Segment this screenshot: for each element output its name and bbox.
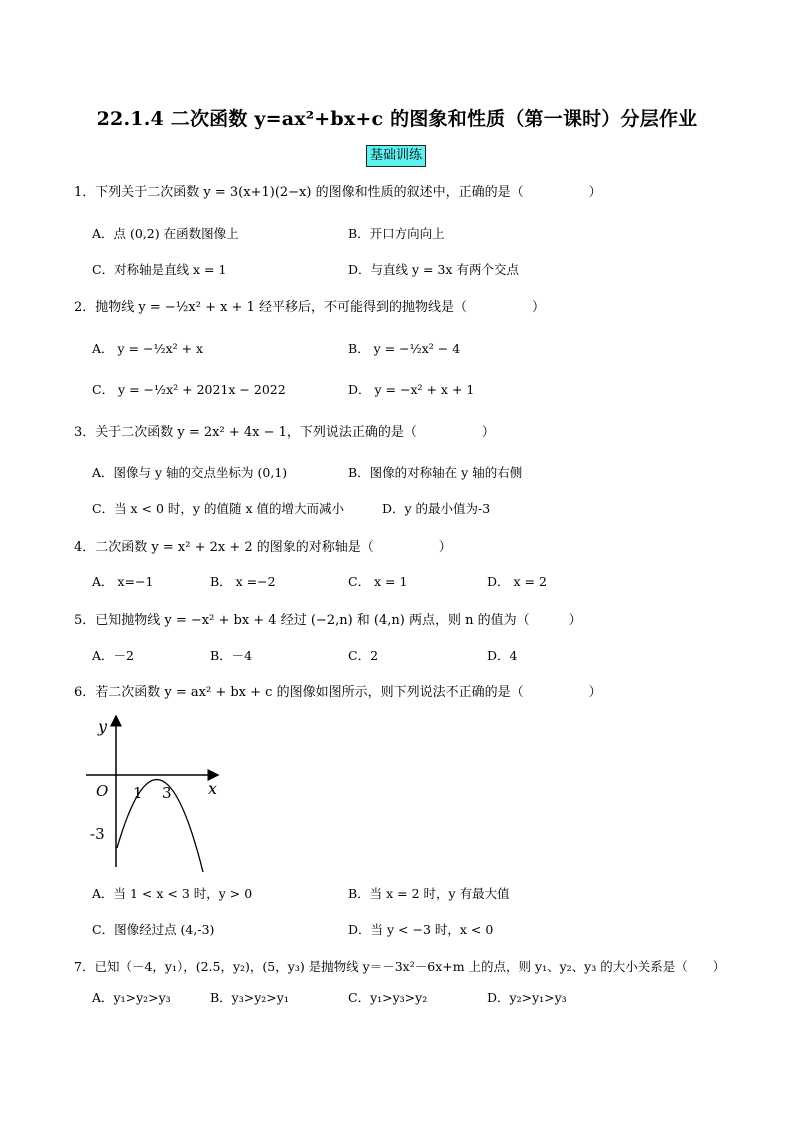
- q5-option-b[interactable]: B．－4: [210, 648, 253, 663]
- q5-option-a[interactable]: A．－2: [92, 648, 134, 663]
- page-title: 22.1.4 二次函数 y=ax²+bx+c 的图象和性质（第一课时）分层作业: [96, 108, 698, 130]
- q1-option-a[interactable]: A．点 (0,2) 在函数图像上: [92, 226, 239, 241]
- q5-option-d[interactable]: D．4: [487, 648, 518, 663]
- question-6-stem: 6．若二次函数 y = ax² + bx + c 的图像如图所示，则下列说法不正确的是（ ）: [74, 685, 602, 700]
- y-tick-neg3: -3: [90, 825, 105, 843]
- section-badge: 基础训练: [366, 145, 426, 167]
- q7-option-d[interactable]: D．y₂>y₁>y₃: [487, 990, 567, 1005]
- q1-option-c[interactable]: C．对称轴是直线 x = 1: [92, 262, 227, 277]
- parabola-curve: [117, 780, 203, 872]
- q6-option-b[interactable]: B．当 x = 2 时，y 有最大值: [348, 886, 510, 901]
- parabola-graph: [86, 712, 226, 872]
- q3-option-d[interactable]: D．y 的最小值为-3: [382, 501, 491, 516]
- q2-option-c[interactable]: C． y = −½x² + 2021x − 2022: [92, 382, 286, 397]
- question-4-stem: 4．二次函数 y = x² + 2x + 2 的图象的对称轴是（ ）: [74, 540, 452, 555]
- x-tick-1: 1: [133, 784, 143, 802]
- question-1-stem: 1．下列关于二次函数 y = 3(x+1)(2−x) 的图像和性质的叙述中，正确的是（ ）: [74, 185, 602, 200]
- q7-option-c[interactable]: C．y₁>y₃>y₂: [348, 990, 428, 1005]
- origin-label: O: [96, 782, 109, 800]
- q6-option-d[interactable]: D．当 y < −3 时，x < 0: [348, 922, 494, 937]
- y-axis-label: y: [98, 717, 108, 736]
- question-3-stem: 3．关于二次函数 y = 2x² + 4x − 1，下列说法正确的是（ ）: [74, 425, 495, 440]
- q2-option-d[interactable]: D． y = −x² + x + 1: [348, 382, 475, 397]
- x-axis-label: x: [208, 779, 218, 798]
- q4-option-a[interactable]: A． x=−1: [92, 574, 154, 589]
- q6-option-c[interactable]: C．图像经过点 (4,-3): [92, 922, 215, 937]
- q7-option-b[interactable]: B．y₃>y₂>y₁: [210, 990, 289, 1005]
- q7-option-a[interactable]: A．y₁>y₂>y₃: [92, 990, 171, 1005]
- q3-option-b[interactable]: B．图像的对称轴在 y 轴的右侧: [348, 465, 523, 480]
- question-7-stem: 7．已知（－4，y₁），(2.5，y₂)，(5，y₃) 是抛物线 y＝－3x²－6x+m 上的点，则 y₁、y₂、y₃ 的大小关系是（ ）: [74, 959, 726, 974]
- q2-option-b[interactable]: B． y = −½x² − 4: [348, 341, 461, 356]
- q1-option-d[interactable]: D．与直线 y = 3x 有两个交点: [348, 262, 519, 277]
- x-tick-3: 3: [162, 784, 172, 802]
- q3-option-c[interactable]: C．当 x < 0 时，y 的值随 x 值的增大而减小: [92, 501, 344, 516]
- q1-option-b[interactable]: B．开口方向向上: [348, 226, 445, 241]
- q5-option-c[interactable]: C．2: [348, 648, 379, 663]
- q2-option-a[interactable]: A． y = −½x² + x: [92, 341, 204, 356]
- question-5-stem: 5．已知抛物线 y = −x² + bx + 4 经过 (−2,n) 和 (4,n) 两点，则 n 的值为（ ）: [74, 613, 582, 628]
- q4-option-c[interactable]: C． x = 1: [348, 574, 408, 589]
- q3-option-a[interactable]: A．图像与 y 轴的交点坐标为 (0,1): [92, 465, 288, 480]
- question-2-stem: 2．抛物线 y = −½x² + x + 1 经平移后，不可能得到的抛物线是（ ）: [74, 300, 545, 315]
- q4-option-d[interactable]: D． x = 2: [487, 574, 547, 589]
- q6-option-a[interactable]: A．当 1 < x < 3 时，y > 0: [92, 886, 253, 901]
- q4-option-b[interactable]: B． x =−2: [210, 574, 276, 589]
